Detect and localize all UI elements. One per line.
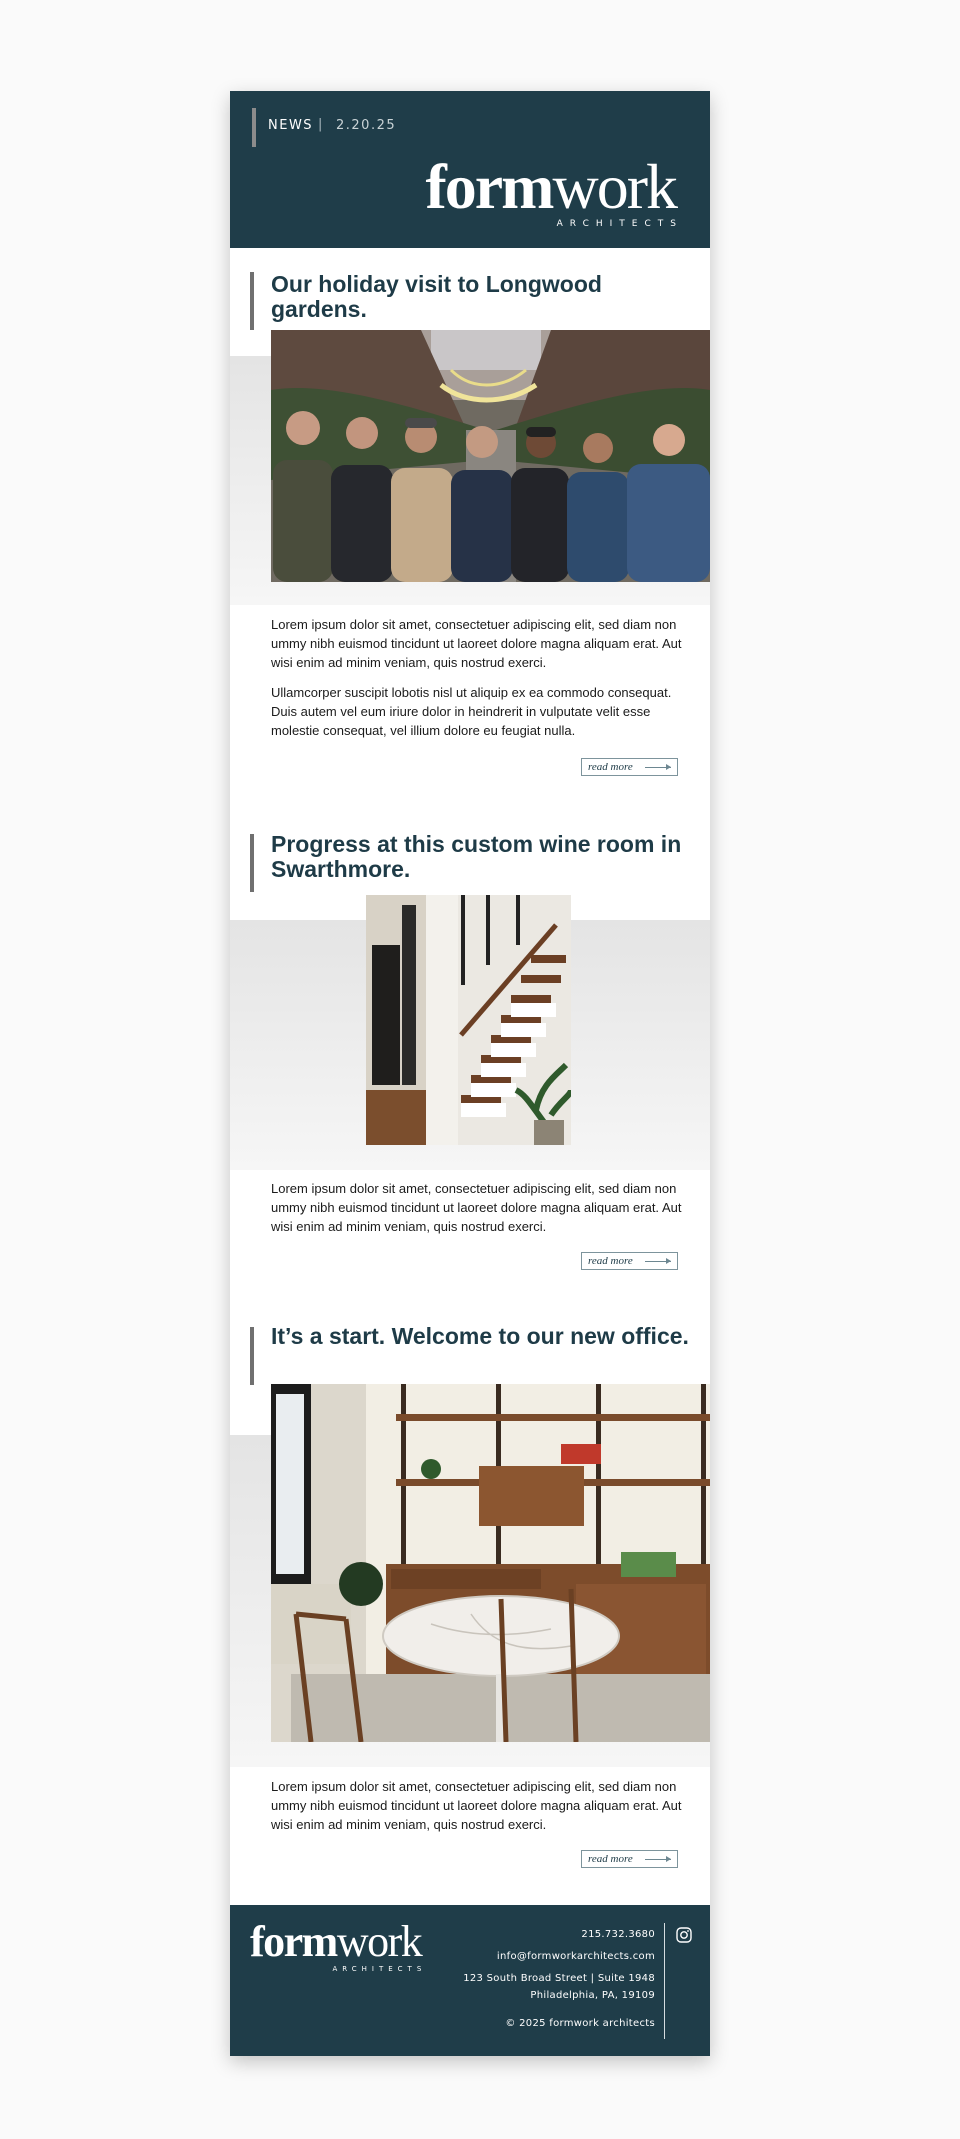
article-title[interactable]: It’s a start. Welcome to our new office.	[271, 1323, 689, 1349]
footer-divider	[664, 1923, 665, 2039]
footer-phone[interactable]: 215.732.3680	[581, 1929, 655, 1940]
article-photo-wine-room[interactable]	[366, 895, 571, 1145]
read-more-label: read more	[588, 761, 633, 773]
header-logo[interactable]	[425, 151, 683, 229]
header-separator: |	[318, 117, 323, 132]
logo-bold-text: form	[250, 1917, 337, 1966]
footer-copyright: © 2025 formwork architects	[505, 2018, 655, 2029]
read-more-button[interactable]	[581, 1252, 678, 1270]
arrow-right-icon	[645, 1859, 671, 1860]
article-title[interactable]: Progress at this custom wine room in Swarthmore.	[271, 831, 682, 882]
read-more-button[interactable]	[581, 758, 678, 776]
logo-light-text: work	[336, 1917, 422, 1966]
read-more-button[interactable]	[581, 1850, 678, 1868]
new-office-photo	[271, 1384, 710, 1742]
article-photo-longwood[interactable]	[271, 330, 710, 582]
article-body-paragraph: Lorem ipsum dolor sit amet, consectetuer adipiscing elit, sed diam non ummy nibh euismod tincidunt ut laoreet dolore magna aliquam erat. Aut wisi enim ad minim veniam, quis nostrud exerci.	[271, 1779, 682, 1832]
read-more-label: read more	[588, 1853, 633, 1865]
logo-subtitle: ARCHITECTS	[332, 1965, 427, 1973]
article-accent-bar	[250, 1327, 254, 1385]
logo-light-text: work	[552, 151, 676, 222]
logo-subtitle: ARCHITECTS	[556, 219, 683, 229]
logo-bold-text: form	[425, 151, 553, 222]
article-body-paragraph: Lorem ipsum dolor sit amet, consectetuer adipiscing elit, sed diam non ummy nibh euismod tincidunt ut laoreet dolore magna aliquam erat. Aut wisi enim ad minim veniam, quis nostrud exerci.	[271, 617, 682, 670]
instagram-icon[interactable]	[676, 1927, 692, 1943]
article-accent-bar	[250, 834, 254, 892]
article-title[interactable]: Our holiday visit to Longwood gardens.	[271, 271, 602, 322]
footer-address-line1: 123 South Broad Street | Suite 1948	[463, 1973, 655, 1984]
newsletter-header	[230, 91, 710, 248]
article-accent-bar	[250, 272, 254, 330]
longwood-group-photo	[271, 330, 710, 582]
newsletter-email	[230, 91, 710, 2056]
header-date: 2.20.25	[336, 118, 397, 133]
arrow-right-icon	[645, 767, 671, 768]
wine-room-photo	[366, 895, 571, 1145]
header-news-label: NEWS	[268, 118, 314, 133]
footer-logo[interactable]	[250, 1917, 427, 1973]
article-photo-new-office[interactable]	[271, 1384, 710, 1742]
newsletter-footer	[230, 1905, 710, 2056]
article-body-paragraph: Lorem ipsum dolor sit amet, consectetuer adipiscing elit, sed diam non ummy nibh euismod tincidunt ut laoreet dolore magna aliquam erat. Aut wisi enim ad minim veniam, quis nostrud exerci.	[271, 1181, 682, 1234]
read-more-label: read more	[588, 1255, 633, 1267]
header-accent-bar	[252, 108, 256, 147]
article-body-paragraph: Ullamcorper suscipit lobotis nisl ut aliquip ex ea commodo consequat. Duis autem vel eum iriure dolor in heindrerit in vulputate velit esse molestie consequat, vel illium dolore eu feugiat nulla.	[271, 685, 672, 738]
footer-email-link[interactable]: info@formworkarchitects.com	[496, 1951, 655, 1962]
footer-address-line2: Philadelphia, PA, 19109	[530, 1990, 655, 2001]
arrow-right-icon	[645, 1261, 671, 1262]
